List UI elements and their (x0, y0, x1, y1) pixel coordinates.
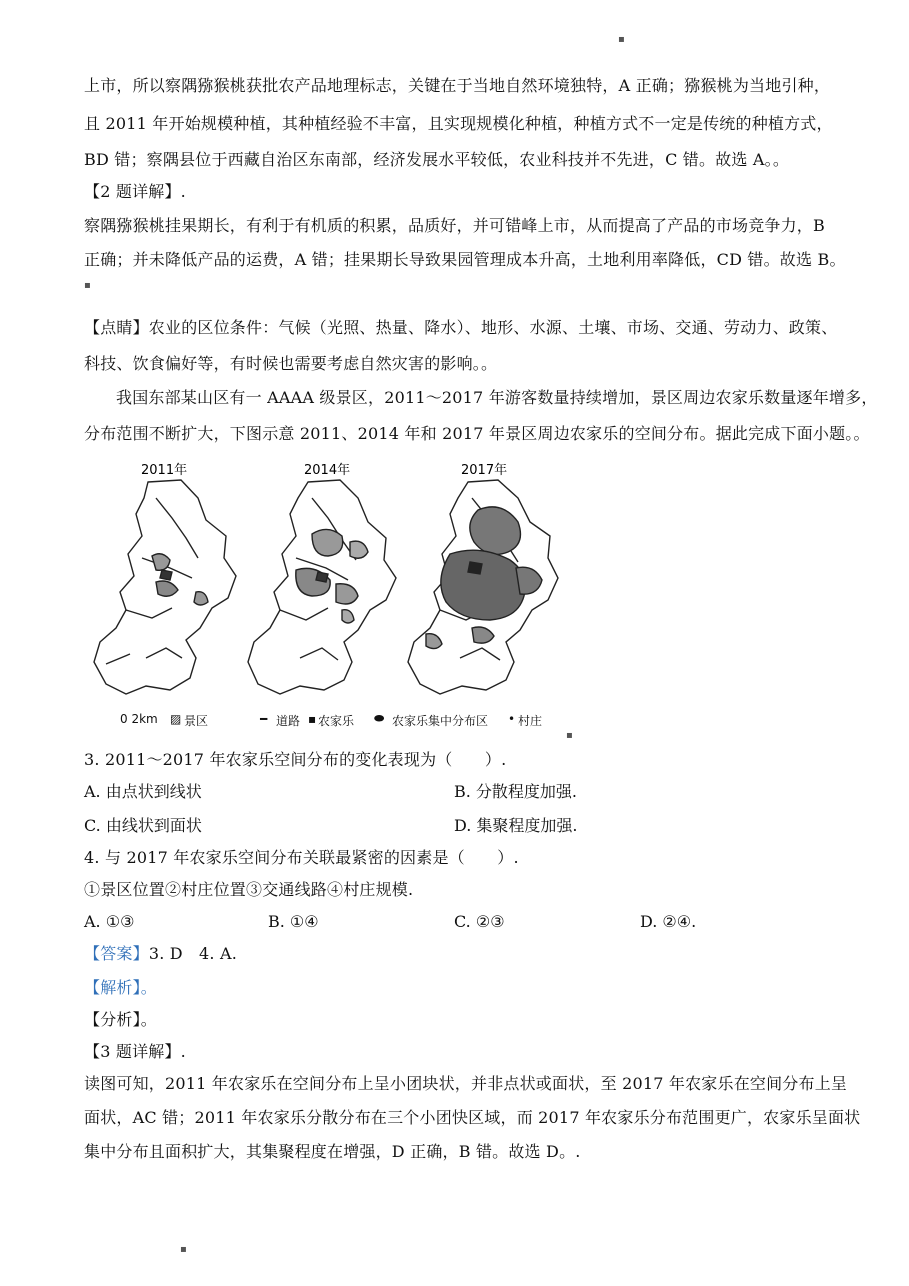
text-line-5: 察隅猕猴桃挂果期长，有利于有机质的积累，品质好，并可错峰上市，从而提高了产品的市场竞争力，B (84, 216, 825, 235)
dianjing-line-2: 科技、饮食偏好等，有时候也需要考虑自然灾害的影响。。 (84, 354, 498, 373)
q4-option-d: D. ②④. (640, 912, 697, 931)
q3-stem: 3. 2011～2017 年农家乐空间分布的变化表现为（ ）. (84, 750, 507, 769)
q3-option-b: B. 分散程度加强. (454, 782, 578, 801)
para-mark: ▪ (84, 280, 91, 291)
legend-village: 村庄 (518, 714, 543, 728)
intro-line-2: 分布范围不断扩大，下图示意 2011、2014 年和 2017 年景区周边农家乐的空间分布。据此完成下面小题。。 (84, 424, 870, 443)
year-label-2011: 2011年 (141, 463, 188, 478)
q2-detail-title: 【2 题详解】. (84, 182, 186, 201)
q4-option-a: A. ①③ (84, 912, 135, 931)
q3-option-d: D. 集聚程度加强. (454, 816, 578, 835)
legend-farmstay-icon: ▪ (308, 712, 317, 726)
legend-road-icon: ━ (260, 712, 268, 726)
legend-village-icon: • (508, 712, 516, 726)
detail-line-2: 面状，AC 错；2011 年农家乐分散分布在三个小团快区域，而 2017 年农家乐分布范围更广，农家乐呈面状 (84, 1108, 861, 1127)
farmstay-distribution-map (86, 458, 586, 738)
footer-mark: ▪ (180, 1244, 187, 1255)
legend-cluster-icon: ⬬ (374, 711, 385, 725)
detail-line-3: 集中分布且面积扩大，其集聚程度在增强，D 正确，B 错。故选 D。. (84, 1142, 581, 1161)
legend-scenic-icon: ▨ (170, 712, 182, 726)
map-2011 (94, 480, 236, 694)
fenxi-label: 【分析】。 (84, 1010, 158, 1029)
q4-stem: 4. 与 2017 年农家乐空间分布关联最紧密的因素是（ ）. (84, 848, 519, 867)
q3-option-a: A. 由点状到线状 (84, 782, 202, 801)
answer-text: 3. D 4. A. (148, 944, 237, 963)
text-line-1: 上市，所以察隅猕猴桃获批农产品地理标志，关键在于当地自然环境独特，A 正确；猕猴桃为当地引种， (84, 76, 831, 95)
q3-detail-title: 【3 题详解】. (84, 1042, 186, 1061)
q4-option-b: B. ①④ (268, 912, 319, 931)
map-2014 (248, 480, 396, 694)
figure-mark: ▪ (566, 730, 573, 741)
q4-option-c: C. ②③ (454, 912, 505, 931)
answer-label: 【答案】 (84, 944, 149, 963)
q3-option-c: C. 由线状到面状 (84, 816, 202, 835)
analysis-label: 【解析】。 (84, 978, 158, 997)
map-2017 (408, 480, 558, 694)
page-mark: ▪ (618, 34, 625, 45)
year-label-2014: 2014年 (304, 463, 351, 478)
legend-farmstay: 农家乐 (318, 714, 355, 728)
map-legend (120, 712, 580, 730)
answer-line (84, 944, 844, 964)
legend-scenic: 景区 (184, 714, 209, 728)
q4-items: ①景区位置②村庄位置③交通线路④村庄规模. (84, 880, 414, 899)
text-line-3: BD 错；察隅县位于西藏自治区东南部，经济发展水平较低，农业科技并不先进，C 错。故选 A。。 (84, 150, 790, 169)
text-line-2: 且 2011 年开始规模种植，其种植经验不丰富，且实现规模化种植，种植方式不一定是传统的种植方式， (84, 114, 833, 133)
dianjing-line-1: 【点睛】农业的区位条件：气候（光照、热量、降水）、地形、水源、土壤、市场、交通、劳动力、政策、 (84, 318, 838, 337)
text-line-6: 正确；并未降低产品的运费，A 错；挂果期长导致果园管理成本升高，土地利用率降低，CD 错。故选 B。 (84, 250, 846, 269)
intro-line-1: 我国东部某山区有一 AAAA 级景区，2011～2017 年游客数量持续增加，景区周边农家乐数量逐年增多， (116, 388, 878, 407)
detail-line-1: 读图可知，2011 年农家乐在空间分布上呈小团块状，并非点状或面状，至 2017 年农家乐在空间分布上呈 (84, 1074, 848, 1093)
legend-scale: 0 2km (120, 712, 158, 726)
legend-cluster: 农家乐集中分布区 (392, 714, 489, 728)
year-label-2017: 2017年 (461, 463, 508, 478)
legend-road: 道路 (276, 714, 301, 728)
